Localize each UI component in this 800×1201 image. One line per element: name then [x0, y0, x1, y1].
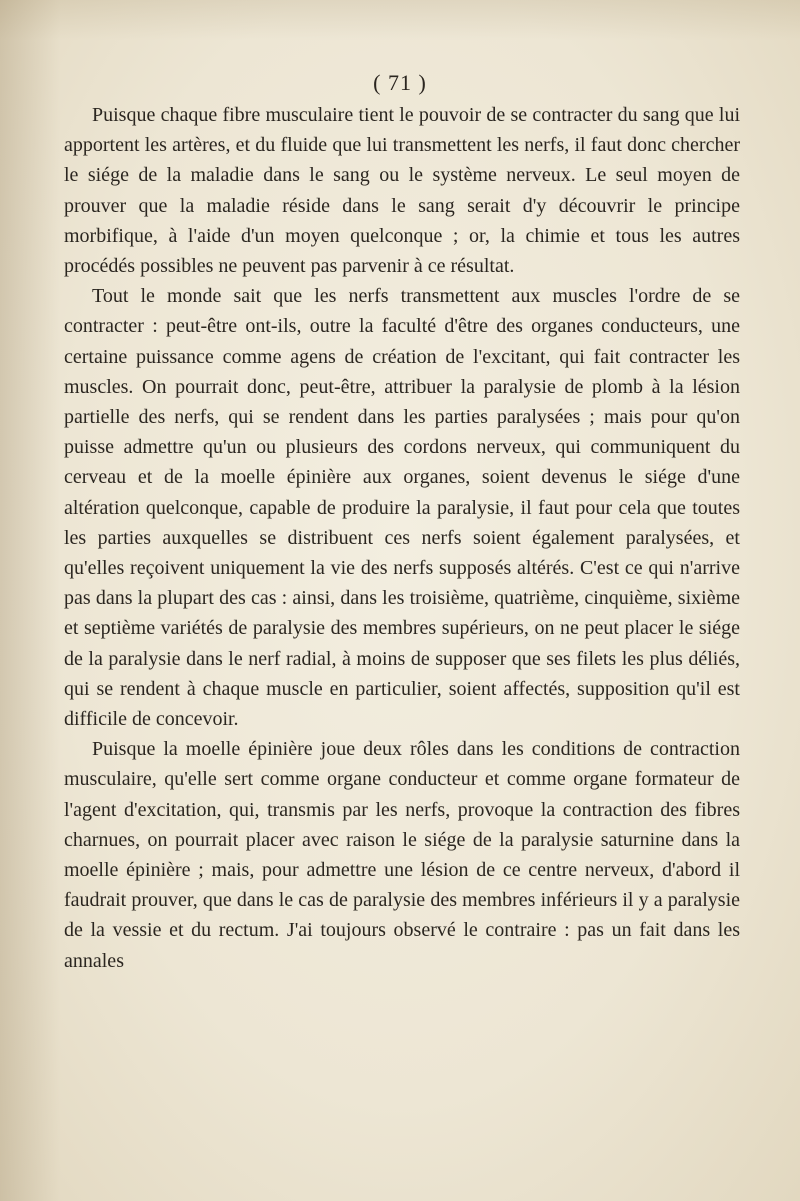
page-gutter-shadow	[0, 0, 60, 1201]
paragraph-2: Tout le monde sait que les nerfs transmettent aux muscles l'ordre de se contracter : peut-être ont-ils, outre la faculté d'être des organes conducteurs, une certaine puissance comme agens de création de l'excitant, qui fait contracter les muscles. On pourrait donc, peut-être, attribuer la paralysie de plomb à la lésion partielle des nerfs, qui se rendent dans les parties paralysées ; mais pour qu'on puisse admettre qu'un ou plusieurs des cordons nerveux, qui communiquent du cerveau et de la moelle épinière aux organes, soient devenus le siége d'une altération quelconque, capable de produire la paralysie, il faut pour cela que toutes les parties auxquelles se distribuent ces nerfs soient également paralysées, et qu'elles reçoivent uniquement la vie des nerfs supposés altérés. C'est ce qui n'arrive pas dans la plupart des cas : ainsi, dans les troisième, quatrième, cinquième, sixième et septième variétés de paralysie des membres supérieurs, on ne peut placer le siége de la paralysie dans le nerf radial, à moins de supposer que ses filets les plus déliés, qui se rendent à chaque muscle en particulier, soient affectés, supposition qu'il est difficile de concevoir.	[64, 285, 740, 731]
page-top-shadow	[0, 0, 800, 40]
page-number: ( 71 )	[373, 70, 427, 95]
body-text	[64, 100, 740, 976]
paragraph-3: Puisque la moelle épinière joue deux rôles dans les conditions de contraction musculaire, qu'elle sert comme organe conducteur et comme organe formateur de l'agent d'excitation, qui, transmis par les nerfs, provoque la contraction des fibres charnues, on pourrait placer avec raison le siége de la paralysie saturnine dans la moelle épinière ; mais, pour admettre une lésion de ce centre nerveux, d'abord il faudrait prouver, que dans le cas de paralysie des membres inférieurs il y a paralysie de la vessie et du rectum. J'ai toujours observé le contraire : pas un fait dans les annales	[64, 738, 740, 972]
paragraph-1: Puisque chaque fibre musculaire tient le pouvoir de se contracter du sang que lui apportent les artères, et du fluide que lui transmettent les nerfs, il faut donc chercher le siége de la maladie dans le sang ou le système nerveux. Le seul moyen de prouver que la maladie réside dans le sang serait d'y découvrir le principe morbifique, à l'aide d'un moyen quelconque ; or, la chimie et tous les autres procédés possibles ne peuvent pas parvenir à ce résultat.	[64, 104, 740, 278]
